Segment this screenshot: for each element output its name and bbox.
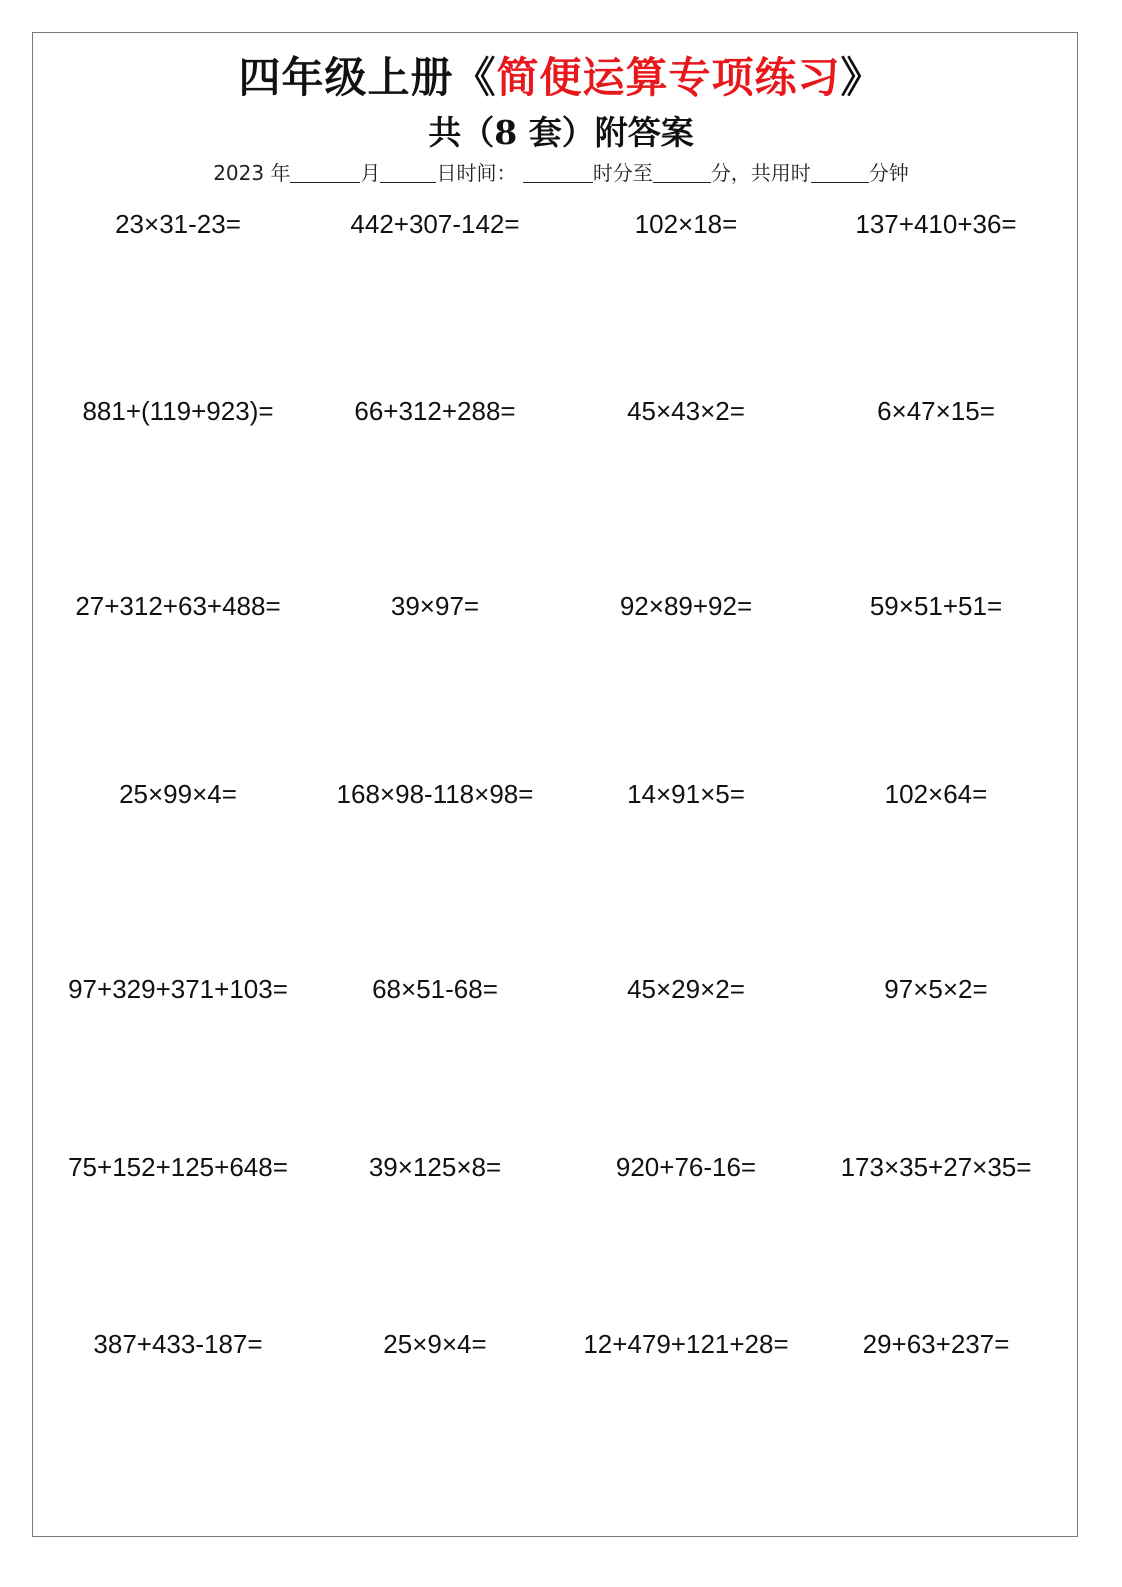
problem: 29+63+237= (862, 1329, 1010, 1359)
minutes-label: 分钟 (868, 161, 909, 185)
problem: 920+76-16= (615, 1152, 757, 1182)
minute-total-label: 分，共用时 (710, 161, 811, 185)
problem: 442+307-142= (350, 209, 520, 239)
problem: 23×31-23= (115, 209, 241, 239)
problem: 14×91×5= (627, 779, 745, 809)
title-highlight: 简便运算专项练习 (496, 53, 841, 102)
problem: 25×9×4= (383, 1329, 487, 1359)
problem: 27+312+63+488= (75, 591, 281, 621)
problem: 39×97= (390, 591, 480, 621)
worksheet-subtitle: 共（8 套）附答案 (428, 113, 694, 152)
problem: 102×18= (634, 209, 738, 239)
problem: 92×89+92= (619, 591, 753, 621)
problem-grid (53, 0, 1053, 1587)
problem: 66+312+288= (354, 396, 516, 426)
problem: 881+(119+923)= (82, 396, 274, 426)
problem: 39×125×8= (368, 1152, 502, 1182)
problem: 387+433-187= (93, 1329, 263, 1359)
title-suffix: 》 (840, 53, 884, 102)
date-month-label: 月 (360, 161, 381, 185)
problem: 45×43×2= (627, 396, 745, 426)
problem: 12+479+121+28= (583, 1329, 789, 1359)
problem: 97+329+371+103= (68, 974, 288, 1004)
problem: 97×5×2= (884, 974, 988, 1004)
date-year-label: 2023 年 (213, 161, 291, 185)
title-prefix: 四年级上册《 (238, 53, 497, 102)
problem: 102×64= (884, 779, 988, 809)
problem: 45×29×2= (627, 974, 745, 1004)
problem: 68×51-68= (372, 974, 498, 1004)
problem: 137+410+36= (855, 209, 1017, 239)
problem: 173×35+27×35= (840, 1152, 1032, 1182)
date-time-label: 日时间： (436, 161, 517, 185)
problem: 6×47×15= (877, 396, 995, 426)
problem: 168×98-118×98= (336, 779, 534, 809)
problem: 59×51+51= (869, 591, 1003, 621)
time-to-label: 时分至 (592, 161, 653, 185)
problem: 25×99×4= (119, 779, 237, 809)
problem: 75+152+125+648= (68, 1152, 288, 1182)
